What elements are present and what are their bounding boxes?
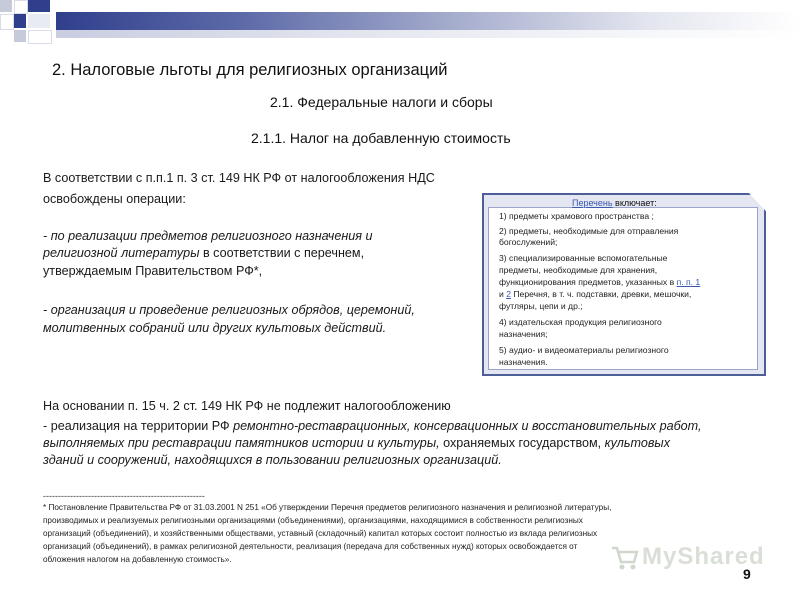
header-gradient-bar bbox=[56, 12, 800, 30]
decor-square bbox=[14, 0, 28, 14]
callout-title bbox=[572, 198, 657, 208]
list-item: назначения. bbox=[499, 357, 548, 367]
list-item: богослужений; bbox=[499, 237, 558, 247]
italic-text: выполняемых при реставрации памятников истории и культуры, bbox=[43, 436, 440, 450]
slide-title: 2. Налоговые льготы для религиозных организаций bbox=[52, 61, 448, 79]
text: охраняемых государством, bbox=[439, 436, 605, 450]
text: и bbox=[499, 289, 507, 299]
paragraph-line bbox=[43, 437, 670, 450]
list-item: 2) предметы, необходимые для отправления bbox=[499, 226, 679, 236]
list-item bbox=[499, 290, 691, 299]
decor-square bbox=[0, 14, 14, 30]
list-item: 3) специализированные вспомогательные bbox=[499, 253, 668, 263]
footnote-line: организаций (объединений), и хозяйственными обществами, уставный (складочный) капитал которых состоит полностью из вклада религиозных bbox=[43, 529, 598, 538]
paragraph-line: зданий и сооружений, находящихся в пользовании религиозных организаций. bbox=[43, 453, 502, 467]
subsection-heading: 2.1.1. Налог на добавленную стоимость bbox=[251, 130, 511, 146]
decor-square bbox=[14, 30, 26, 42]
decor-square bbox=[0, 0, 12, 12]
italic-text: религиозной литературы bbox=[43, 246, 200, 260]
list-link[interactable]: Перечень bbox=[572, 198, 613, 208]
list-item: 1) предметы храмового пространства ; bbox=[499, 211, 654, 221]
reference-link[interactable]: 2 bbox=[506, 289, 511, 299]
watermark-text: MyShared bbox=[642, 543, 765, 570]
list-item: футляры, цепи и др.; bbox=[499, 301, 583, 311]
italic-text: культовых bbox=[604, 436, 670, 450]
italic-text: ремонтно-реставрационных, консервационных и восстановительных работ, bbox=[233, 419, 702, 433]
footnote-line: * Постановление Правительства РФ от 31.03.2001 N 251 «Об утверждении Перечня предметов религиозного назначения и религиозной литературы, bbox=[43, 503, 612, 512]
decor-square bbox=[14, 14, 26, 28]
bullet-line: утверждаемым Правительством РФ*, bbox=[43, 264, 263, 278]
list-item: 5) аудио- и видеоматериалы религиозного bbox=[499, 345, 669, 355]
text: в соответствии с перечнем, bbox=[199, 246, 365, 260]
footnote-separator: ------------------------------------------------------ bbox=[43, 491, 205, 501]
bullet-line: - по реализации предметов религиозного назначения и bbox=[43, 229, 373, 243]
reference-link[interactable]: п. п. 1 bbox=[676, 277, 701, 287]
text: Перечня, в т. ч. подставки, древки, мешочки, bbox=[510, 289, 692, 299]
callout-title-text: включает: bbox=[612, 198, 657, 208]
paragraph-line: На основании п. 15 ч. 2 ст. 149 НК РФ не подлежит налогообложению bbox=[43, 399, 451, 413]
decor-square bbox=[28, 14, 50, 28]
list-item: 4) издательская продукция религиозного bbox=[499, 317, 662, 327]
bullet-line: - организация и проведение религиозных обрядов, церемоний, bbox=[43, 303, 415, 317]
footnote-line: производимых и реализуемых религиозными организациями (объединениями), организациями, находящимися в собственности религиозных bbox=[43, 516, 583, 525]
section-heading: 2.1. Федеральные налоги и сборы bbox=[270, 94, 493, 110]
header-gradient-bar-lower bbox=[56, 30, 800, 38]
footnote-line: организаций (объединений), в рамках религиозной деятельности, реализация (передача для собственных нужд) которых освобождается от bbox=[43, 542, 578, 551]
text: функционирования предметов, указанных в bbox=[499, 277, 677, 287]
list-item: назначения; bbox=[499, 329, 548, 339]
page-number: 9 bbox=[743, 566, 751, 582]
text: - реализация на территории РФ bbox=[43, 419, 234, 433]
list-item: предметы, необходимые для хранения, bbox=[499, 265, 658, 275]
bullet-line: молитвенных собраний или других культовых действий. bbox=[43, 321, 387, 335]
cart-icon bbox=[611, 545, 639, 571]
list-item bbox=[499, 278, 700, 287]
decor-square bbox=[28, 30, 52, 44]
header-decoration bbox=[0, 0, 800, 50]
paragraph-line: освобождены операции: bbox=[43, 192, 186, 206]
bullet-line bbox=[43, 247, 364, 260]
footnote-line: обложения налогом на добавленную стоимость». bbox=[43, 555, 232, 564]
paragraph-line bbox=[43, 420, 702, 433]
decor-square bbox=[28, 0, 50, 12]
paragraph-line: В соответствии с п.п.1 п. 3 ст. 149 НК РФ от налогообложения НДС bbox=[43, 171, 435, 185]
